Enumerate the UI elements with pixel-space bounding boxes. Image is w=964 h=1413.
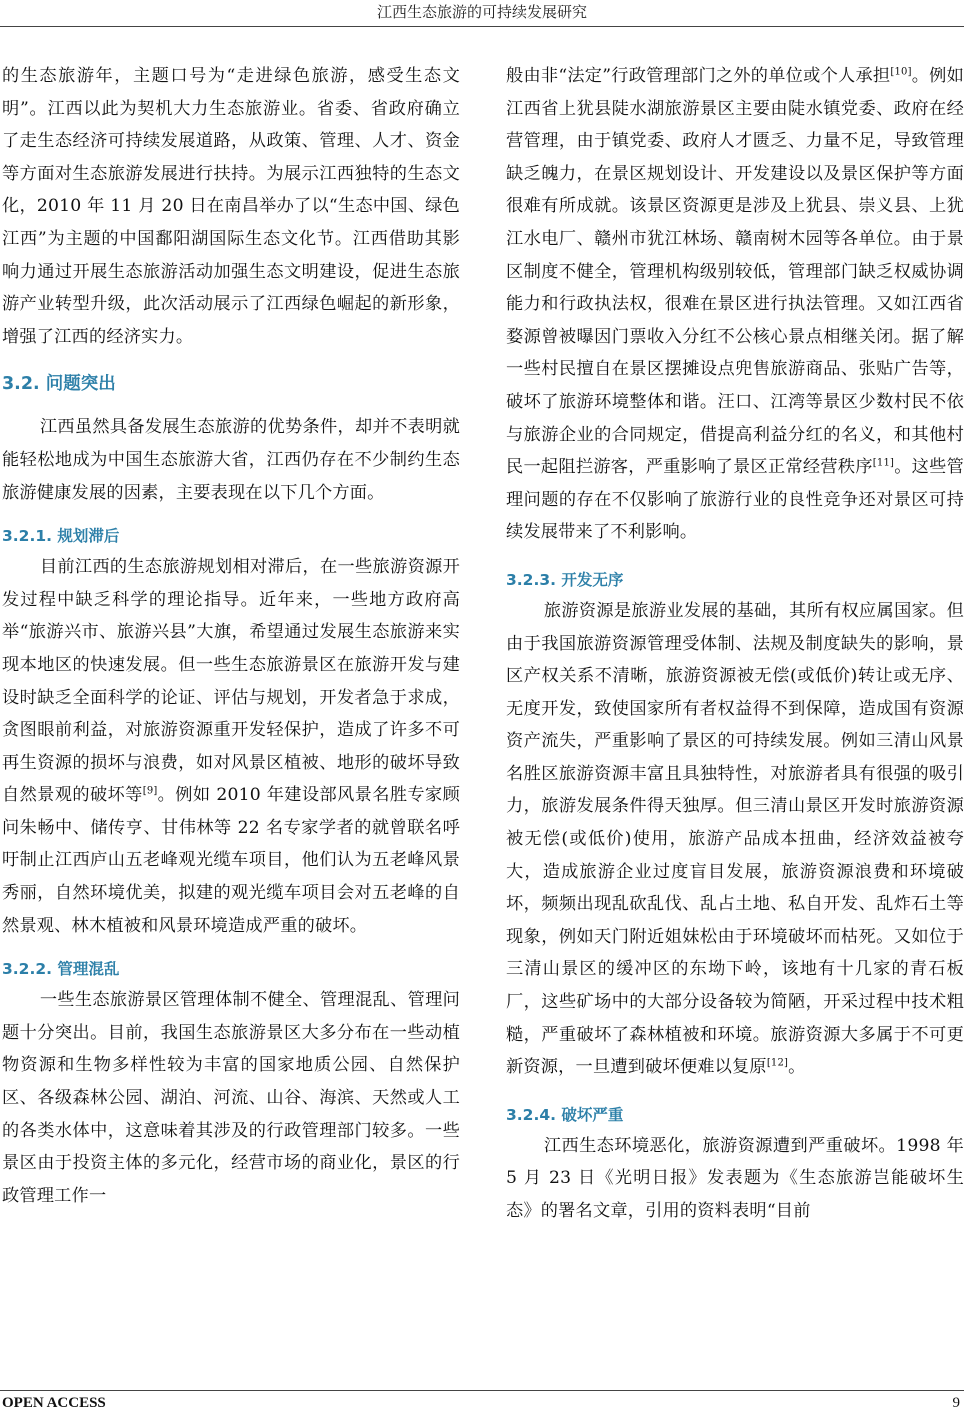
paragraph: 一些生态旅游景区管理体制不健全、管理混乱、管理问题十分突出。目前，我国生态旅游景区大多分布在一些动植物资源和生物多样性较为丰富的国家地质公园、自然保护区、各级森林公园、湖泊、河流、山谷、海滨、天然或人工的各类水体中，这意味着其涉及的行政管理部门较多。一些景区由于投资主体的多元化，经营市场的商业化，景区的行政管理工作一 (2, 990, 460, 1206)
paragraph: 的生态旅游年，主题口号为“走进绿色旅游，感受生态文明”。江西以此为契机大力生态旅游业。省委、省政府确立了走生态经济可持续发展道路，从政策、管理、人才、资金等方面对生态旅游发展进行扶持。为展示江西独特的生态文化，2010 年 11 月 20 日在南昌举办了以“生态中国、绿色江西”为主题的中国鄱阳湖国际生态文化节。江西借助其影响力通过开展生态旅游活动加强生态文明建设，促进生态旅游产业转型升级，此次活动展示了江西绿色崛起的新形象，增强了江西的经济实力。 (2, 66, 460, 347)
subsection-heading-3-2-4: 3.2.4. 破坏严重 (506, 1105, 624, 1124)
paragraph-text: 。 (788, 1057, 806, 1078)
running-title: 江西生态旅游的可持续发展研究 (0, 0, 964, 27)
paragraph-text: 般由非“法定”行政管理部门之外的单位或个人承担 (506, 66, 891, 86)
citation-ref: [11] (872, 457, 895, 469)
subsection-heading-3-2-1: 3.2.1. 规划滞后 (2, 527, 120, 546)
paragraph: 江西生态环境恶化，旅游资源遭到严重破坏。1998 年 5 月 23 日《光明日报》发表题为《生态旅游岂能破坏生态》的署名文章，引用的资料表明“目前 (506, 1135, 964, 1221)
section-heading-3-2: 3.2. 问题突出 (2, 374, 116, 395)
left-column (2, 60, 460, 1212)
paragraph: 江西虽然具备发展生态旅游的优势条件，却并不表明就能轻松地成为中国生态旅游大省，江西仍存在不少制约生态旅游健康发展的因素，主要表现在以下几个方面。 (2, 417, 460, 503)
citation-ref: [9] (142, 785, 158, 797)
paragraph (2, 551, 460, 942)
paragraph-text: 目前江西的生态旅游规划相对滞后，在一些旅游资源开发过程中缺乏科学的理论指导。近年来，一些地方政府高举“旅游兴市、旅游兴县”大旗，希望通过发展生态旅游来实现本地区的快速发展。但一些生态旅游景区在旅游开发与建设时缺乏全面科学的论证、评估与规划，开发者急于求成，贪图眼前利益，对旅游资源重开发轻保护，造成了许多不可再生资源的损坏与浪费，如对风景区植被、地形的破坏导致自然景观的破坏等 (2, 557, 460, 806)
subsection-heading-3-2-3: 3.2.3. 开发无序 (506, 570, 624, 589)
page-number: 9 (952, 1395, 960, 1411)
right-column (506, 60, 964, 1228)
paragraph-text: 。例如江西省上犹县陡水湖旅游景区主要由陡水镇党委、政府在经营管理，由于镇党委、政府人才匮乏、力量不足，导致管理缺乏魄力，在景区规划设计、开发建设以及景区保护等方面很难有所成就。该景区资源更是涉及上犹县、崇义县、上犹江水电厂、赣州市犹江林场、赣南树木园等各单位。由于景区制度不健全，管理机构级别较低，管理部门缺乏权威协调能力和行政执法权，很难在景区进行执法管理。又如江西省婺源曾被曝因门票收入分红不公核心景点相继关闭。据了解一些村民擅自在景区摆摊设点兜售旅游商品、张贴广告等，破坏了旅游环境整体和谐。汪口、江湾等景区少数村民不依与旅游企业的合同规定，借提高利益分红的名义，和其他村民一起阻拦游客，严重影响了景区正常经营秩序 (506, 66, 964, 478)
page-footer (0, 1390, 964, 1413)
open-access-label: OPEN ACCESS (2, 1395, 106, 1411)
paragraph-text: 。例如 2010 年建设部风景名胜专家顾问朱畅中、储传亨、甘伟林等 22 名专家学者的就曾联名呼吁制止江西庐山五老峰观光缆车项目，他们认为五老峰风景秀丽，自然环境优美，拟建的观光缆车项目会对五老峰的自然景观、林木植被和风景环境造成严重的破坏。 (2, 785, 460, 936)
citation-ref: [12] (766, 1057, 789, 1069)
subsection-heading-3-2-2: 3.2.2. 管理混乱 (2, 960, 120, 979)
paragraph-text: 旅游资源是旅游业发展的基础，其所有权应属国家。但由于我国旅游资源管理受体制、法规及制度缺失的影响，景区产权关系不清晰，旅游资源被无偿(或低价)转让或无序、无度开发，致使国家所有者权益得不到保障，造成国有资源资产流失，严重影响了景区的可持续发展。例如三清山风景名胜区旅游资源丰富且具独特性，对旅游者具有很强的吸引力，旅游发展条件得天独厚。但三清山景区开发时旅游资源被无偿(或低价)使用，旅游产品成本扭曲，经济效益被夸大，造成旅游企业过度盲目发展，旅游资源浪费和环境破坏，频频出现乱砍乱伐、乱占土地、私自开发、乱炸石土等现象，例如天门附近姐妹松由于环境破坏而枯死。又如位于三清山景区的缓冲区的东坳下岭，该地有十几家的青石板厂，这些矿场中的大部分设备较为简陋，开采过程中技术粗糙，严重破坏了森林植被和环境。旅游资源大多属于不可更新资源，一旦遭到破坏便难以复原 (506, 600, 964, 1078)
paragraph (506, 60, 964, 549)
citation-ref: [10] (890, 66, 912, 78)
paragraph (506, 595, 964, 1084)
paragraph-text: 。这些管理问题的存在不仅影响了旅游行业的良性竞争还对景区可持续发展带来了不利影响。 (506, 457, 964, 543)
